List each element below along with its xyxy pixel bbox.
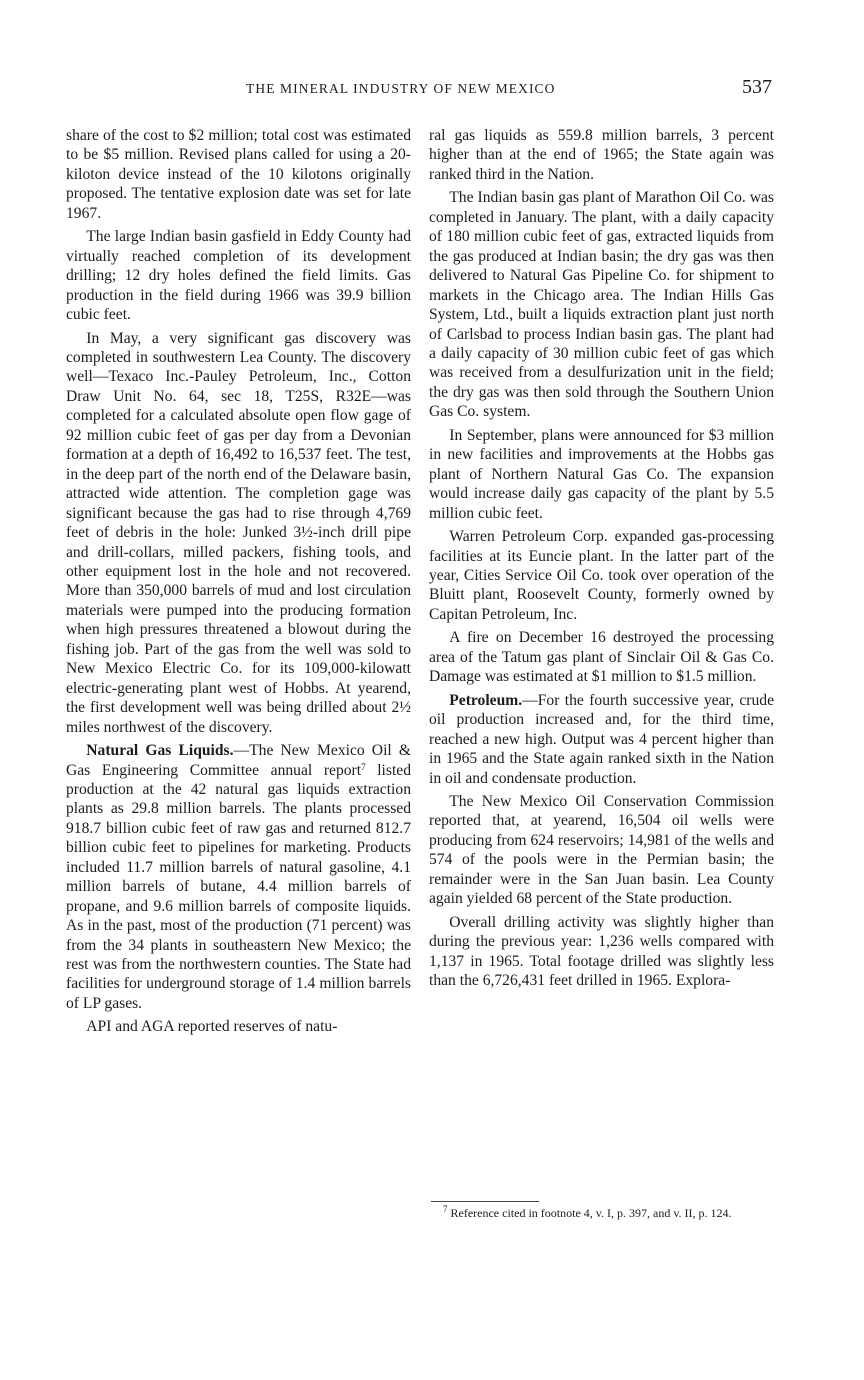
section-heading-petroleum: Petroleum.: [449, 691, 523, 709]
paragraph: A fire on December 16 destroyed the processing area of the Tatum gas plant of Sinclair Oil & Gas Co. Damage was estimated at $1 million to $1.5 million.: [429, 629, 774, 686]
left-column: [66, 126, 411, 1041]
footnote-marker: 7: [443, 1204, 448, 1214]
page-header: [0, 76, 864, 102]
paragraph: Overall drilling activity was slightly higher than during the previous year: 1,236 wells compared with 1,137 in 1965. Total footage drilled was slightly less than the 6,726,431 feet drilled in 1965. Explora-: [429, 913, 774, 990]
paragraph-text: —The New Mexico Oil & Gas Engineering Committee annual report: [66, 742, 411, 779]
paragraph-petroleum: [429, 691, 774, 788]
paragraph: The large Indian basin gasfield in Eddy County had virtually reached completion of its development drilling; 12 dry holes defined the field limits. Gas production in the field during 1966 was 39.9 billion cubic feet.: [66, 228, 411, 324]
paragraph-natural-gas-liquids: [66, 741, 411, 1013]
paragraph: The New Mexico Oil Conservation Commission reported that, at yearend, 16,504 oil wells were producing from 624 reservoirs; 14,981 of the wells and 574 of the pools were in the Permian basin; the remainder were in the San Juan basin. Lea County again yielded 68 percent of the State production.: [429, 792, 774, 908]
right-column: [429, 126, 774, 994]
paragraph: ral gas liquids as 559.8 million barrels, 3 percent higher than at the end of 1965; the State again was ranked third in the Nation.: [429, 127, 774, 183]
running-title: THE MINERAL INDUSTRY OF NEW MEXICO: [246, 81, 556, 96]
paragraph-text: —For the fourth successive year, crude oil production increased and, for the third time, reached a new high. Output was 4 percent higher than in 1965 and the State again ranked sixth in the Nation in oil and condensate production.: [429, 691, 774, 787]
paragraph-text: listed production at the 42 natural gas liquids extraction plants as 29.8 million barrels. The plants processed 918.7 billion cubic feet of raw gas and returned 812.7 billion cubic feet to pipelines for marketing. Products included 11.7 million barrels of natural gasoline, 4.1 million barrels of butane, 4.4 million barrels of propane, and 9.6 million barrels of composite liquids. As in the past, most of the production (71 percent) was from the 34 plants in southeastern New Mexico; the rest was from the northwestern counties. The State had facilities for underground storage of 1.4 million barrels of LP gases.: [66, 761, 411, 1012]
section-heading-natural-gas-liquids: Natural Gas Liquids.: [86, 742, 234, 760]
footnote-reference: 7: [361, 761, 366, 772]
paragraph: The Indian basin gas plant of Marathon Oil Co. was completed in January. The plant, with a daily capacity of 180 million cubic feet of gas, extracted liquids from the gas produced at Indian basin; the dry gas was then delivered to Natural Gas Pipeline Co. for shipment to markets in the Chicago area. The Indian Hills Gas System, Ltd., built a liquids extraction plant just north of Carlsbad to process Indian basin gas. The plant had a daily capacity of 30 million cubic feet of gas which was received from a desulfurization unit in the field; the dry gas was then sold through the Southern Union Gas Co. system.: [429, 189, 774, 421]
paragraph: Warren Petroleum Corp. expanded gas-processing facilities at its Euncie plant. In the latter part of the year, Cities Service Oil Co. took over operation of the Bluitt plant, Roosevelt County, formerly owned by Capitan Petroleum, Inc.: [429, 528, 774, 623]
footnote-divider: [431, 1201, 539, 1202]
footnote: [431, 1206, 777, 1220]
paragraph: In September, plans were announced for $3 million in new facilities and improvements at the Hobbs gas plant of Northern Natural Gas Co. The expansion would increase daily gas capacity of the plant by 5.5 million cubic feet.: [429, 426, 774, 522]
page-number: 537: [742, 76, 772, 98]
paragraph: In May, a very significant gas discovery was completed in southwestern Lea County. The discovery well—Texaco Inc.-Pauley Petroleum, Inc., Cotton Draw Unit No. 64, sec 18, T25S, R32E—was completed for a calculated absolute open flow gage of 92 million cubic feet of gas per day from a Devonian formation at a depth of 16,492 to 16,537 feet. The test, in the deep part of the north end of the Delaware basin, attracted wide attention. The completion gage was significant because the gas had to rise through 4,769 feet of debris in the hole: Junked 3½-inch drill pipe and drill-collars, milled packers, fishing tools, and other equipment lost in the hole and not recovered. More than 350,000 barrels of mud and lost circulation materials were pumped into the producing formation when high pressures threatened a blowout during the fishing job. Part of the gas from the well was sold to New Mexico Electric Co. for its 109,000-kilowatt electric-generating plant west of Hobbs. At yearend, the first development well was being drilled about 2½ miles northwest of the discovery.: [66, 329, 411, 736]
paragraph: share of the cost to $2 million; total cost was estimated to be $5 million. Revised plans called for using a 20-kiloton device instead of the 10 kilotons originally proposed. The tentative explosion date was set for late 1967.: [66, 127, 411, 222]
paragraph: API and AGA reported reserves of natu-: [86, 1018, 338, 1036]
footnote-text: Reference cited in footnote 4, v. I, p. 397, and v. II, p. 124.: [447, 1206, 732, 1220]
